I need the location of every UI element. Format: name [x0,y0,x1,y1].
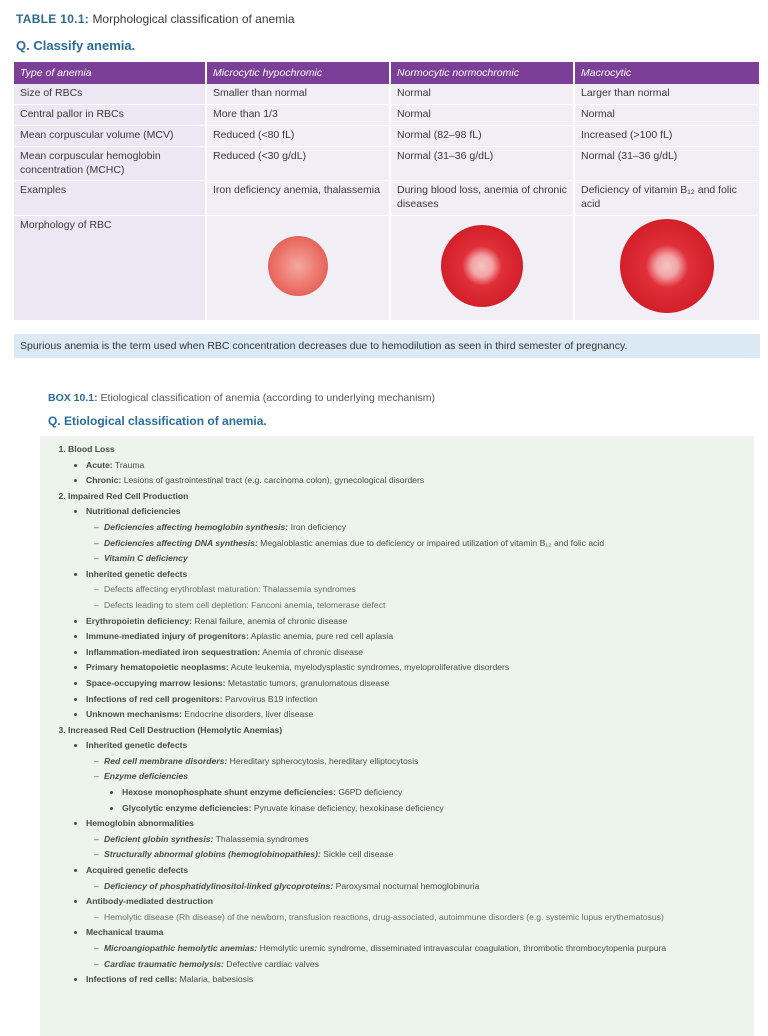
list-item [86,629,742,645]
etiology-list [52,442,742,988]
table-question: Q. Classify anemia. [16,38,136,53]
table-cell [390,215,574,321]
table-cell: Increased (>100 fL) [574,126,760,147]
etiological-classification-box [40,436,754,1036]
item-value: Megaloblastic anemias due to deficiency or impaired utilization of vitamin B₁₂ and folic acid [257,537,605,548]
list-item [86,692,742,708]
item-value: Lesions of gastrointestinal tract (e.g. carcinoma colon), gynecological disorders [121,475,425,486]
list-item [68,442,742,489]
item-value: Paroxysmal nocturnal hemoglobinuria [333,880,480,891]
item-key: Unknown mechanisms: [86,709,182,720]
box-label: BOX 10.1: [48,392,98,404]
header-normocytic: Normocytic normochromic [390,62,574,84]
list-item [104,957,742,973]
list-item [86,567,742,614]
item-key: Mechanical trauma [86,927,164,938]
item-value: Trauma [112,459,145,470]
item-key: Inherited genetic defects [86,568,188,579]
table-label: TABLE 10.1: [16,12,90,26]
table-cell: Normal (31–36 g/dL) [574,147,760,181]
item-value: Thalassemia syndromes [213,833,309,844]
table-cell: Deficiency of vitamin B₁₂ and folic acid [574,181,760,215]
item-key: Hemoglobin abnormalities [86,818,194,829]
section-title: Blood Loss [68,444,115,454]
list-item [86,458,742,474]
row-label: Mean corpuscular volume (MCV) [14,126,206,147]
item-value: Acute leukemia, myelodysplastic syndromes, myeloproliferative disorders [228,662,510,673]
list-item [104,941,742,957]
item-key: Enzyme deficiencies [104,771,189,782]
item-key: Deficient globin synthesis: [104,833,214,844]
row-label: Morphology of RBC [14,215,206,321]
item-value: Anemia of chronic disease [260,646,364,657]
item-value: Hemolytic uremic syndrome, disseminated intravascular coagulation, thrombotic thrombocytopenia purpura [257,943,667,953]
table-row [14,147,760,181]
list-item [86,707,742,723]
item-key: Acquired genetic defects [86,865,189,876]
table-cell: Larger than normal [574,84,760,105]
table-cell: More than 1/3 [206,105,390,126]
section-title: Increased Red Cell Destruction (Hemolytic Anemias) [68,724,283,735]
item-key: Hexose monophosphate shunt enzyme deficiencies: [122,787,336,798]
table-cell: Iron deficiency anemia, thalassemia [206,181,390,215]
table-cell [574,215,760,321]
table-header-row [14,62,760,84]
item-key: Space-occupying marrow lesions: [86,677,226,688]
list-item [104,536,742,552]
list-item [68,489,742,723]
macrocytic-rbc-illustration [620,219,714,313]
microcytic-rbc-illustration [268,236,328,296]
header-microcytic: Microcytic hypochromic [206,62,390,84]
item-value: Endocrine disorders, liver disease [181,709,314,720]
header-macrocytic: Macrocytic [574,62,760,84]
list-item [86,816,742,863]
list-item [104,832,742,848]
table-cell: During blood loss, anemia of chronic diseases [390,181,574,215]
row-label: Size of RBCs [14,84,206,105]
item-value: G6PD deficiency [335,787,403,798]
list-item [104,551,742,567]
box-title [48,392,435,404]
item-key: Glycolytic enzyme deficiencies: [122,802,252,813]
table-cell: Normal [574,105,760,126]
table-cell: Normal [390,105,574,126]
row-label: Mean corpuscular hemoglobin concentration (MCHC) [14,147,206,181]
list-item [104,847,742,863]
list-item [68,723,742,988]
list-item [86,504,742,566]
table-row [14,84,760,105]
list-item [122,801,742,817]
item-key: Red cell membrane disorders: [104,755,228,766]
list-item [86,614,742,630]
normocytic-rbc-illustration [441,225,523,307]
item-value: Hereditary spherocytosis, hereditary elliptocytosis [227,755,419,766]
item-key: Chronic: [86,475,122,486]
list-item [122,785,742,801]
spurious-anemia-note: Spurious anemia is the term used when RBC concentration decreases due to hemodilution as seen in third semester of pregnancy. [14,334,760,358]
list-item [86,473,742,489]
box-caption: Etiological classification of anemia (according to underlying mechanism) [100,392,435,404]
table-title [16,12,295,26]
item-value: Aplastic anemia, pure red cell aplasia [248,631,394,642]
item-key: Microangiopathic hemolytic anemias: [104,943,258,953]
table-cell: Normal [390,84,574,105]
item-key: Acute: [86,459,113,470]
row-label: Central pallor in RBCs [14,105,206,126]
item-key: Erythropoietin deficiency: [86,615,193,626]
table-caption: Morphological classification of anemia [92,12,295,26]
table-cell [206,215,390,321]
list-item [86,894,742,925]
item-key: Inflammation-mediated iron sequestration: [86,646,261,657]
table-row [14,105,760,126]
table-row [14,215,760,321]
item-key: Inherited genetic defects [86,740,188,751]
list-item [104,769,742,816]
table-cell: Reduced (<30 g/dL) [206,147,390,181]
list-item [86,738,742,816]
section-title: Impaired Red Cell Production [68,490,189,501]
item-key: Antibody-mediated destruction [86,896,214,907]
item-value: Sickle cell disease [320,849,394,860]
item-key: Immune-mediated injury of progenitors: [86,631,249,642]
item-value: Iron deficiency [288,521,346,532]
item-value: Parvovirus B19 infection [222,693,318,704]
item-value: Renal failure, anemia of chronic disease [192,615,348,626]
item-key: Deficiency of phosphatidylinositol-linked glycoproteins: [104,880,334,891]
item-key: Deficiencies affecting DNA synthesis: [104,537,258,548]
item-value: Malaria, babesiosis [177,974,254,985]
list-item [86,645,742,661]
list-item [104,520,742,536]
list-item [104,754,742,770]
row-label: Examples [14,181,206,215]
table-row [14,126,760,147]
table-row [14,181,760,215]
item-value: Defective cardiac valves [223,958,319,969]
list-item [86,925,742,972]
table-cell: Reduced (<80 fL) [206,126,390,147]
list-item [86,660,742,676]
item-key: Deficiencies affecting hemoglobin synthesis: [104,521,289,532]
box-question: Q. Etiological classification of anemia. [48,414,267,428]
list-item [86,972,742,988]
item-key: Cardiac traumatic hemolysis: [104,958,224,969]
item-key: Structurally abnormal globins (hemoglobinopathies): [104,849,321,860]
list-item: – Hemolytic disease (Rh disease) of the newborn, transfusion reactions, drug-associated, autoimmune disorders (e.g. systemic lupus erythematosus) [104,910,742,926]
item-value: Pyruvate kinase deficiency, hexokinase deficiency [251,802,444,813]
table-cell: Normal (82–98 fL) [390,126,574,147]
item-key: Vitamin C deficiency [104,553,188,564]
list-item [104,879,742,895]
item-value: Metastatic tumors, granulomatous disease [225,677,390,688]
item-key: Nutritional deficiencies [86,506,181,517]
list-item [86,863,742,894]
item-key: Infections of red cells: [86,974,178,985]
morphological-classification-table [14,62,761,321]
list-item [86,676,742,692]
item-key: Infections of red cell progenitors: [86,693,223,704]
table-cell: Normal (31–36 g/dL) [390,147,574,181]
header-type: Type of anemia [14,62,206,84]
list-item: – Defects leading to stem cell depletion: Fanconi anemia, telomerase defect [104,598,742,614]
table-cell: Smaller than normal [206,84,390,105]
item-key: Primary hematopoietic neoplasms: [86,662,229,673]
list-item: – Defects affecting erythroblast maturation: Thalassemia syndromes [104,582,742,598]
